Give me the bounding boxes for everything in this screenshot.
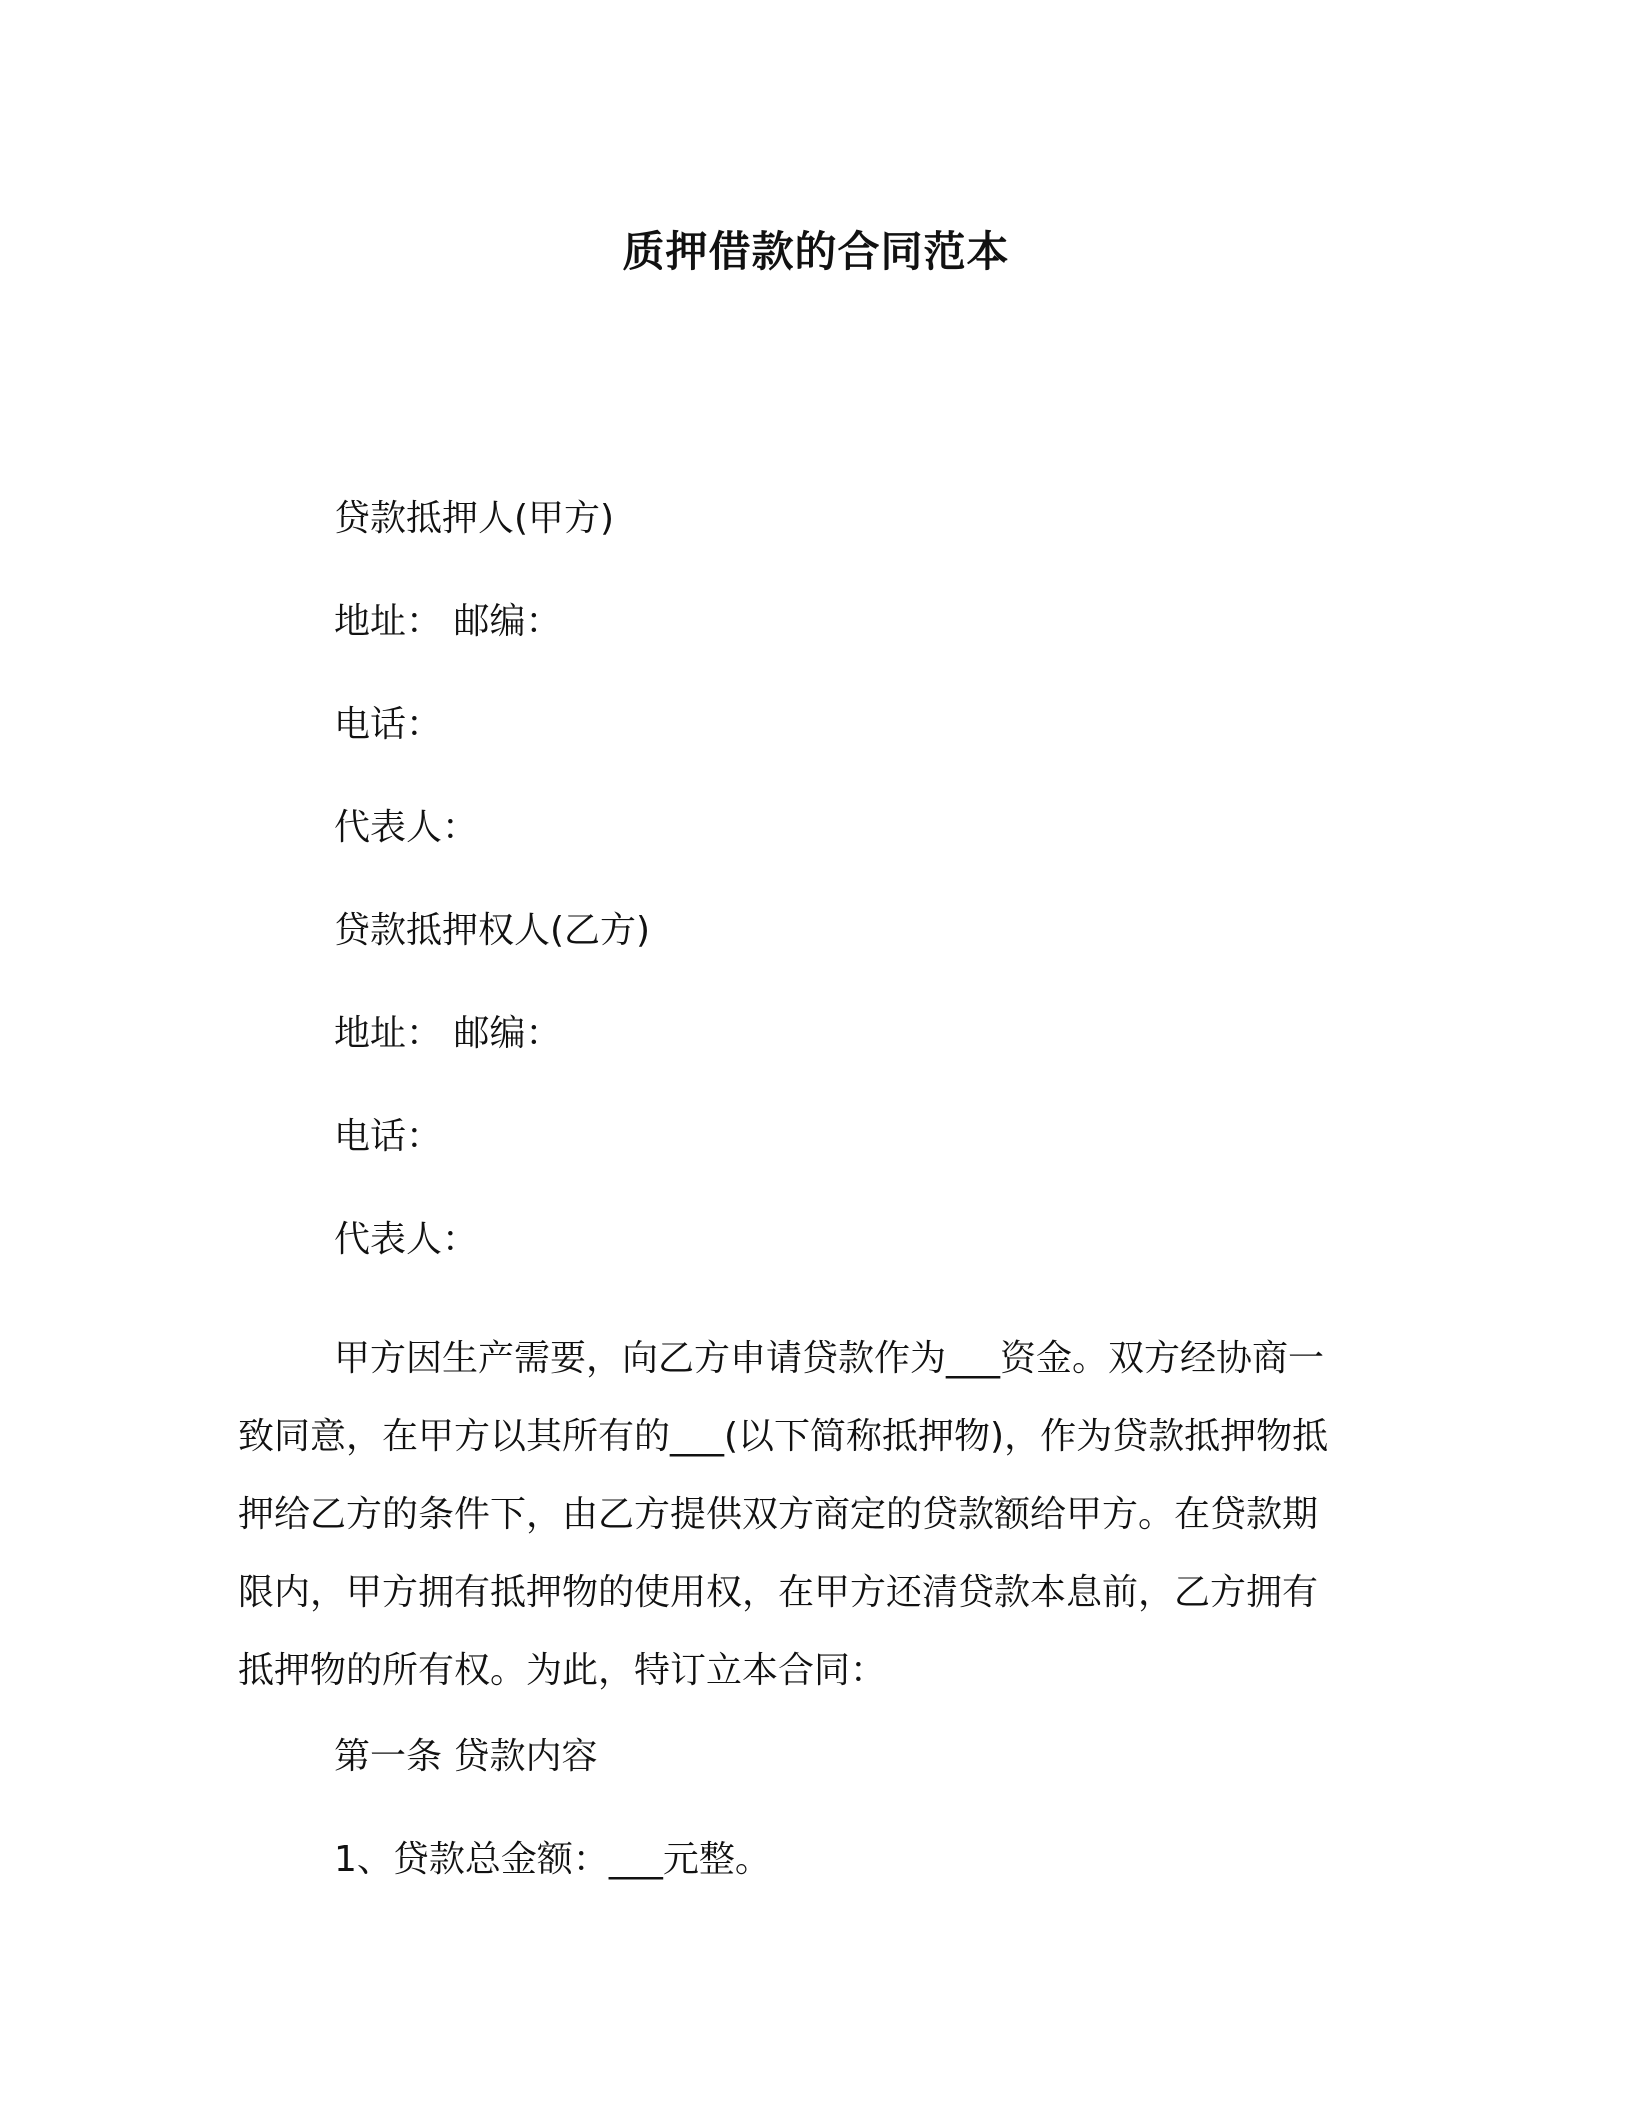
preamble-paragraph xyxy=(238,1320,1378,1710)
preamble-line: 甲方因生产需要，向乙方申请贷款作为___资金。双方经协商一 xyxy=(334,1338,1325,1379)
party-b-address: 地址： 邮编： xyxy=(334,1013,562,1054)
party-b-representative: 代表人： xyxy=(334,1219,479,1260)
article-1-heading: 第一条 贷款内容 xyxy=(334,1736,598,1777)
document-title: 质押借款的合同范本 xyxy=(622,227,1010,276)
preamble-line: 抵押物的所有权。为此，特订立本合同： xyxy=(238,1650,887,1691)
party-b-phone: 电话： xyxy=(334,1116,443,1157)
party-a-address: 地址： 邮编： xyxy=(334,601,562,642)
party-a-representative: 代表人： xyxy=(334,807,479,848)
article-1-item-1: 1、贷款总金额：___元整。 xyxy=(334,1839,771,1880)
party-b-heading: 贷款抵押权人(乙方) xyxy=(334,910,651,951)
preamble-line: 致同意，在甲方以其所有的___(以下简称抵押物)，作为贷款抵押物抵 xyxy=(238,1416,1329,1457)
party-a-phone: 电话： xyxy=(334,704,443,745)
preamble-line: 押给乙方的条件下，由乙方提供双方商定的贷款额给甲方。在贷款期 xyxy=(238,1494,1319,1535)
party-a-heading: 贷款抵押人(甲方) xyxy=(334,498,615,539)
preamble-line: 限内，甲方拥有抵押物的使用权，在甲方还清贷款本息前，乙方拥有 xyxy=(238,1572,1319,1613)
